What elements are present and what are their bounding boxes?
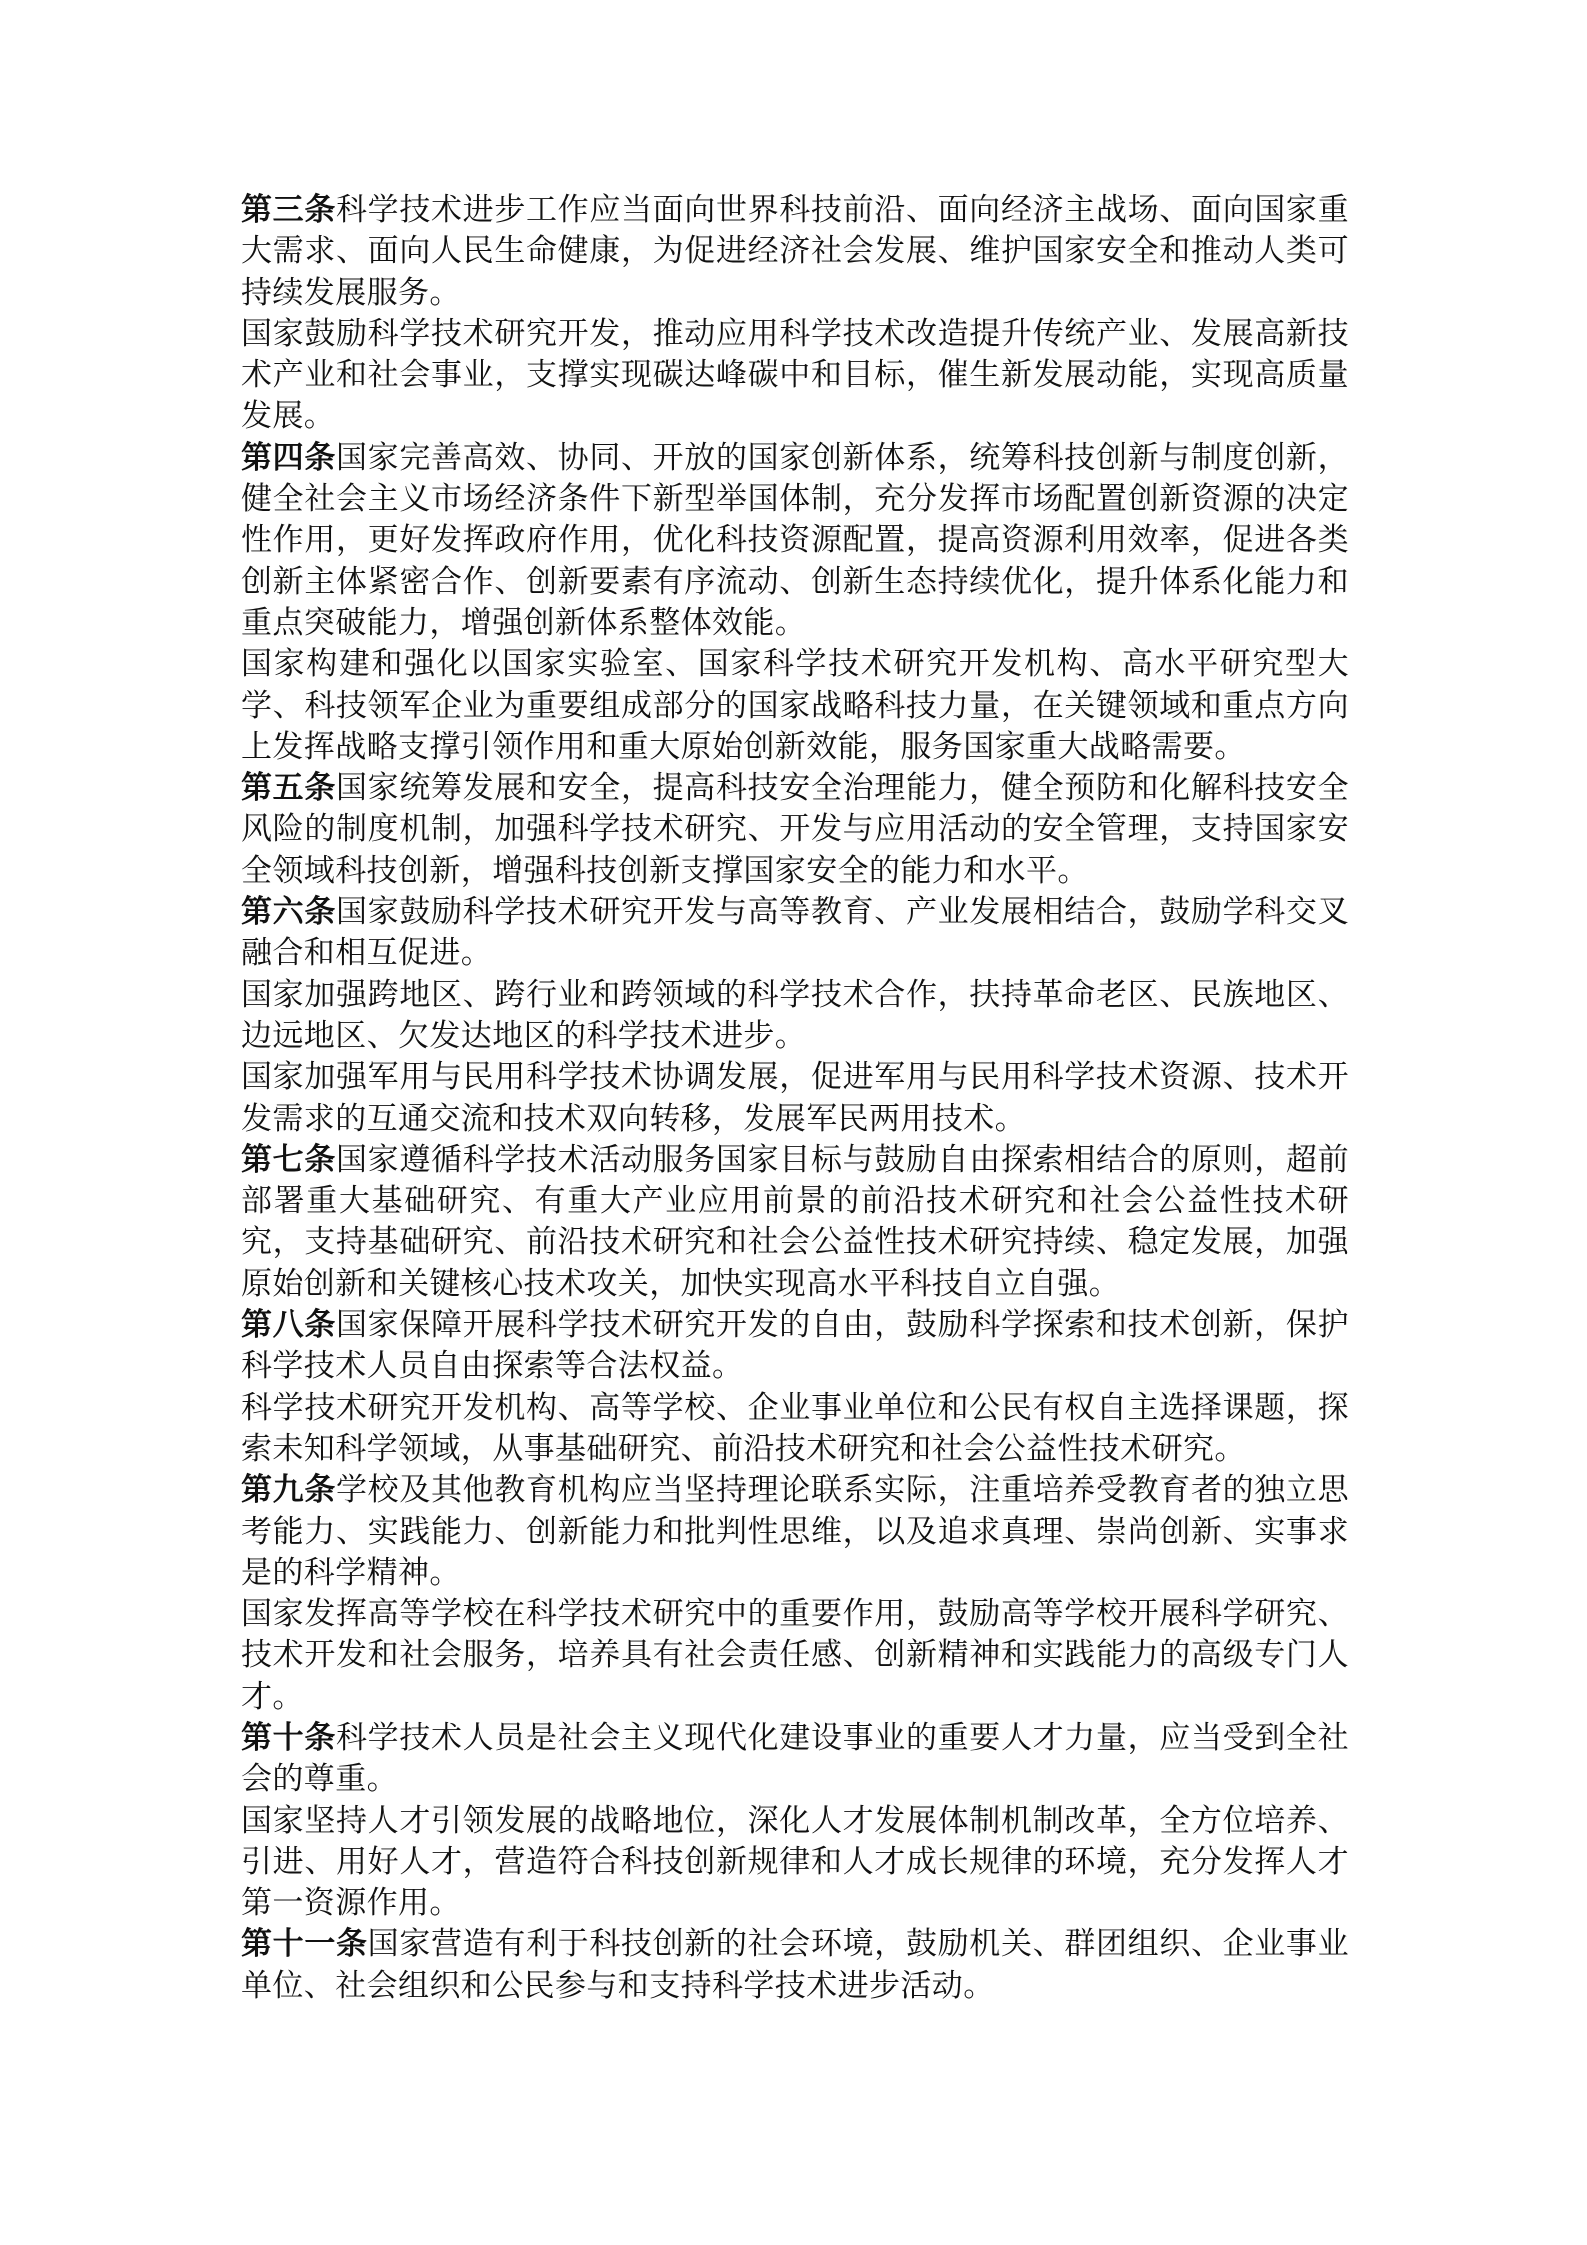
article-heading: 第十一条	[241, 1926, 368, 1963]
article-heading: 第五条	[241, 770, 336, 807]
paragraph	[241, 1388, 1349, 1471]
paragraph-article-10	[241, 1718, 1349, 1801]
paragraph-text: 科学技术进步工作应当面向世界科技前沿、面向经济主战场、面向国家重大需求、面向人民生命健康，为促进经济社会发展、维护国家安全和推动人类可持续发展服务。	[241, 192, 1350, 311]
paragraph-text: 国家遵循科学技术活动服务国家目标与鼓励自由探索相结合的原则，超前部署重大基础研究、有重大产业应用前景的前沿技术研究和社会公益性技术研究，支持基础研究、前沿技术研究和社会公益性技术研究持续、稳定发展，加强原始创新和关键核心技术攻关，加快实现高水平科技自立自强。	[241, 1141, 1350, 1302]
paragraph-text: 科学技术人员是社会主义现代化建设事业的重要人才力量，应当受到全社会的尊重。	[241, 1719, 1350, 1798]
paragraph	[241, 314, 1349, 438]
paragraph-text: 国家构建和强化以国家实验室、国家科学技术研究开发机构、高水平研究型大学、科技领军企业为重要组成部分的国家战略科技力量，在关键领域和重点方向上发挥战略支撑引领作用和重大原始创新效能，服务国家重大战略需要。	[241, 646, 1349, 765]
paragraph-text: 国家发挥高等学校在科学技术研究中的重要作用，鼓励高等学校开展科学研究、技术开发和社会服务，培养具有社会责任感、创新精神和实践能力的高级专门人才。	[241, 1596, 1349, 1715]
article-heading: 第九条	[241, 1472, 336, 1509]
article-heading: 第六条	[241, 894, 336, 931]
paragraph-article-5	[241, 768, 1349, 892]
article-heading: 第四条	[241, 439, 336, 476]
paragraph-article-6	[241, 892, 1349, 975]
paragraph-text: 国家统筹发展和安全，提高科技安全治理能力，健全预防和化解科技安全风险的制度机制，加强科学技术研究、开发与应用活动的安全管理，支持国家安全领域科技创新，增强科技创新支撑国家安全的能力和水平。	[241, 770, 1350, 889]
article-heading: 第八条	[241, 1307, 336, 1344]
paragraph-article-11	[241, 1924, 1349, 2007]
paragraph-article-9	[241, 1470, 1349, 1594]
paragraph-article-8	[241, 1305, 1349, 1388]
paragraph-text: 国家鼓励科学技术研究开发，推动应用科学技术改造提升传统产业、发展高新技术产业和社会事业，支撑实现碳达峰碳中和目标，催生新发展动能，实现高质量发展。	[241, 315, 1349, 435]
paragraph-text: 学校及其他教育机构应当坚持理论联系实际，注重培养受教育者的独立思考能力、实践能力、创新能力和批判性思维，以及追求真理、崇尚创新、实事求是的科学精神。	[241, 1472, 1350, 1591]
paragraph	[241, 1801, 1349, 1925]
paragraph-text: 国家加强跨地区、跨行业和跨领域的科学技术合作，扶持革命老区、民族地区、边远地区、欠发达地区的科学技术进步。	[241, 976, 1349, 1054]
paragraph-text: 国家保障开展科学技术研究开发的自由，鼓励科学探索和技术创新，保护科学技术人员自由探索等合法权益。	[241, 1307, 1350, 1385]
paragraph-text: 国家坚持人才引领发展的战略地位，深化人才发展体制机制改革，全方位培养、引进、用好人才，营造符合科技创新规律和人才成长规律的环境，充分发挥人才第一资源作用。	[241, 1802, 1349, 1922]
paragraph	[241, 1594, 1349, 1718]
paragraph-text: 科学技术研究开发机构、高等学校、企业事业单位和公民有权自主选择课题，探索未知科学领域，从事基础研究、前沿技术研究和社会公益性技术研究。	[241, 1389, 1349, 1467]
paragraph-text: 国家完善高效、协同、开放的国家创新体系，统筹科技创新与制度创新，健全社会主义市场经济条件下新型举国体制，充分发挥市场配置创新资源的决定性作用，更好发挥政府作用，优化科技资源配置，提高资源利用效率，促进各类创新主体紧密合作、创新要素有序流动、创新生态持续优化，提升体系化能力和重点突破能力，增强创新体系整体效能。	[241, 439, 1350, 641]
document-body	[241, 190, 1349, 2007]
paragraph	[241, 975, 1349, 1058]
paragraph-text: 国家营造有利于科技创新的社会环境，鼓励机关、群团组织、企业事业单位、社会组织和公民参与和支持科学技术进步活动。	[241, 1926, 1349, 2004]
article-heading: 第七条	[241, 1141, 336, 1178]
article-heading: 第十条	[241, 1719, 336, 1756]
paragraph-text: 国家鼓励科学技术研究开发与高等教育、产业发展相结合，鼓励学科交叉融合和相互促进。	[241, 894, 1350, 972]
paragraph-article-3	[241, 190, 1349, 314]
article-heading: 第三条	[241, 192, 336, 228]
paragraph-article-4	[241, 438, 1349, 644]
paragraph	[241, 1057, 1349, 1140]
paragraph	[241, 644, 1349, 768]
paragraph-article-7	[241, 1140, 1349, 1305]
paragraph-text: 国家加强军用与民用科学技术协调发展，促进军用与民用科学技术资源、技术开发需求的互通交流和技术双向转移，发展军民两用技术。	[241, 1059, 1349, 1137]
